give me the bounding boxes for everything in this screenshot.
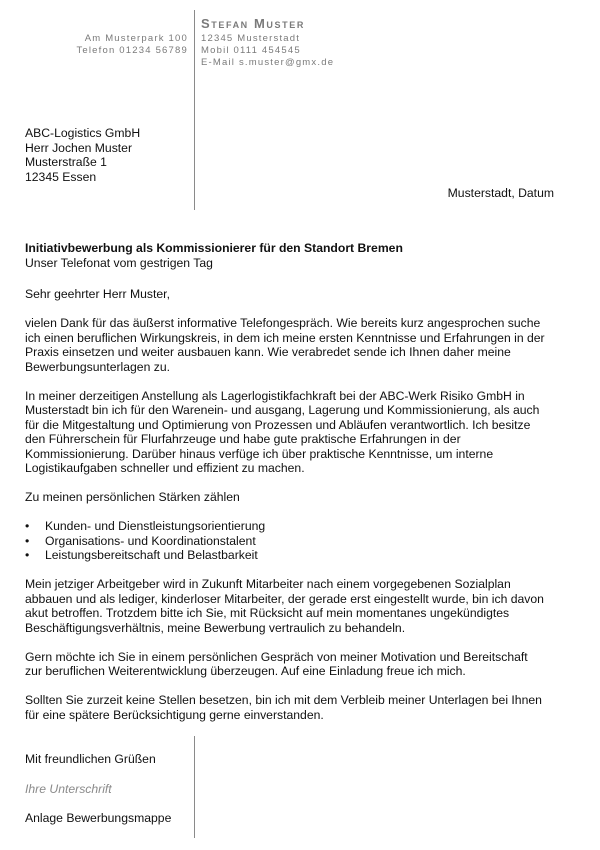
sender-phone: Telefon 01234 56789 xyxy=(76,45,188,56)
sender-street: Am Musterpark 100 xyxy=(84,33,188,44)
recipient-city: 12345 Essen xyxy=(25,169,97,184)
header-divider-line xyxy=(194,10,195,210)
sender-address-right xyxy=(201,17,334,69)
footer-divider-line xyxy=(194,736,195,838)
strength-item: • Organisations- und Koordinationstalent xyxy=(45,534,545,549)
sender-city: 12345 Musterstadt xyxy=(201,33,301,44)
strength-item: • Kunden- und Dienstleistungsorientierung xyxy=(45,519,545,534)
closing: Mit freundlichen Grüßen xyxy=(25,752,156,766)
attachment-note: Anlage Bewerbungsmappe xyxy=(25,811,172,825)
strength-item: • Leistungsbereitschaft und Belastbarkeit xyxy=(45,548,545,563)
signature-placeholder: Ihre Unterschrift xyxy=(25,782,112,796)
recipient-address xyxy=(25,126,140,184)
strengths-intro: Zu meinen persönlichen Stärken zählen xyxy=(25,490,240,504)
body-paragraph-3: Mein jetziger Arbeitgeber wird in Zukunft Mitarbeiter nach einem vorgegebenen Sozialplan abbauen und als lediger, kinderloser Mitarbeiter, der gerade erst eingestellt wurde, bin ich davon akut betroffen. Trotzdem bitte ich Sie, mit Rücksicht auf mein momentanes ungekündigtes Beschäftigungsverhältnis, meine Bewerbung vertraulich zu behandeln. xyxy=(25,577,544,635)
body-paragraph-4: Gern möchte ich Sie in einem persönlichen Gespräch von meiner Motivation und Bereitschaft zur beruflichen Weiterentwicklung überzeugen. Auf eine Einladung freue ich mich. xyxy=(25,649,528,678)
letter-date: Musterstadt, Datum xyxy=(447,186,554,200)
letter-body xyxy=(25,287,545,737)
body-paragraph-2: In meiner derzeitigen Anstellung als Lagerlogistikfachkraft bei der ABC-Werk Risiko GmbH in Musterstadt bin ich für den Warenein- und ausgang, Lagerung und Kommissionierung, als auch für die Mitgestaltung und Optimierung von Prozessen und Abläufen verantwortlich. Ich besitze den Führerschein für Flurfahrzeuge und habe gute praktische Erfahrungen in der Kommissionierung. Darüber hinaus verfüge ich über praktische Kenntnisse, um interne Logistikaufgaben schneller und effizient zu machen. xyxy=(25,388,540,475)
sender-email: E-Mail s.muster@gmx.de xyxy=(201,57,335,68)
sender-address-left xyxy=(76,33,188,57)
sender-mobile: Mobil 0111 454545 xyxy=(201,45,301,56)
recipient-company: ABC-Logistics GmbH xyxy=(25,126,141,140)
subject-reference: Unser Telefonat vom gestrigen Tag xyxy=(25,255,213,270)
body-paragraph-1: vielen Dank für das äußerst informative Telefongespräch. Wie bereits kurz angesprochen suche ich einen beruflichen Wirkungskreis, in dem ich meine ersten Kenntnisse und Erfahrungen in der Praxis einsetzen und weiter ausbauen kann. Wie verabredet sende ich Ihnen daher meine Bewerbungsunterlagen zu. xyxy=(25,316,545,374)
strengths-list xyxy=(25,519,545,563)
salutation: Sehr geehrter Herr Muster, xyxy=(25,287,170,301)
recipient-person: Herr Jochen Muster xyxy=(25,140,133,155)
recipient-street: Musterstraße 1 xyxy=(25,155,107,169)
body-paragraph-5: Sollten Sie zurzeit keine Stellen besetzen, bin ich mit dem Verbleib meiner Unterlagen bei Ihnen für eine spätere Berücksichtigung gerne einverstanden. xyxy=(25,693,542,722)
subject-title: Initiativbewerbung als Kommissionierer für den Standort Bremen xyxy=(25,241,403,255)
sender-name: Stefan Muster xyxy=(201,16,305,31)
subject-block xyxy=(25,241,403,270)
